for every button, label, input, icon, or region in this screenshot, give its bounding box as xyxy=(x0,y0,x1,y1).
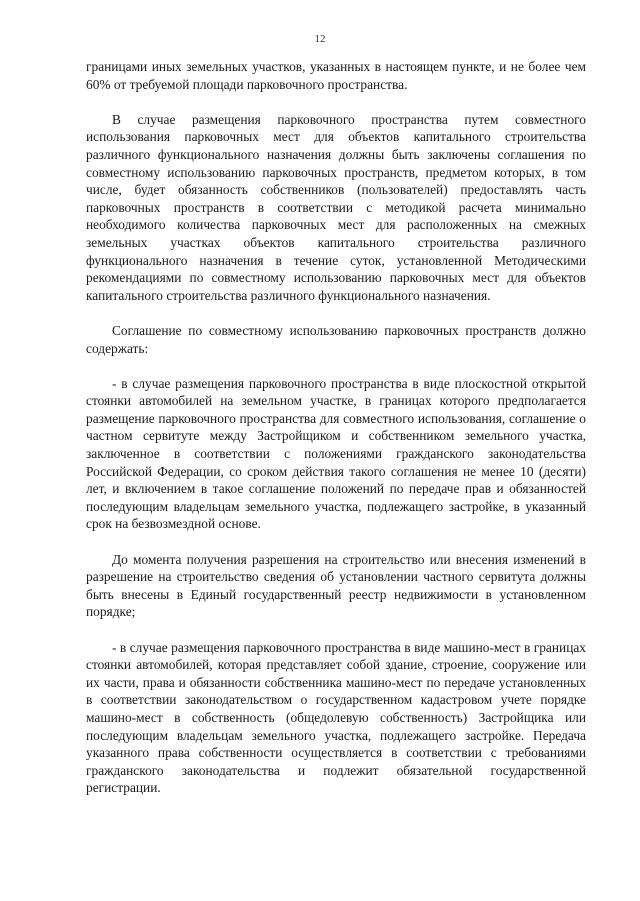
paragraph-agreement-content: Соглашение по совместному использованию парковочных пространств должно содержать: xyxy=(86,322,586,356)
document-body xyxy=(86,58,586,815)
paragraph-shared-parking: В случае размещения парковочного пространства путем совместного использования парковочных мест для объектов капитального строительства различного функционального назначения должны быть заключены соглашения по совместному использованию парковочных пространств, предметом которых, в том числе, будет обязанность собственников (пользователей) предоставлять часть парковочных пространств в соответствии с методикой расчета минимально необходимого количества парковочных мест для расположенных на смежных земельных участках объектов капитального строительства различного функционального назначения в течение суток, установленной Методическими рекомендациями по совместному использованию парковочных мест для объектов капитального строительства различного функционального назначения. xyxy=(86,111,586,303)
paragraph-continuation: границами иных земельных участков, указанных в настоящем пункте, и не более чем 60% от требуемой площади парковочного пространства. xyxy=(86,59,586,92)
paragraph-registry: До момента получения разрешения на строительство или внесения изменений в разрешение на строительство сведения об установлении частного сервитута должны быть внесены в Единый государственный реестр недвижимости в установленном порядке; xyxy=(86,551,586,620)
list-item-open-parking: - в случае размещения парковочного пространства в виде плоскостной открытой стоянки автомобилей на земельном участке, в границах которого предполагается размещение парковочного пространства для совместного использования, соглашение о частном сервитуте между Застройщиком и собственником земельного участка, заключенное в соответствии с положениями гражданского законодательства Российской Федерации, со сроком действия такого соглашения не менее 10 (десяти) лет, и включением в такое соглашение положений по передаче прав и обязанностей последующим владельцам земельного участка, подлежащего застройке, в указанный срок на безвозмездной основе. xyxy=(86,375,586,532)
list-item-parking-spaces: - в случае размещения парковочного пространства в виде машино-мест в границах стоянки автомобилей, которая представляет собой здание, строение, сооружение или их части, права и обязанности собственника машино-мест по передаче установленных в соответствии законодательством о государственном кадастровом учете порядке машино-мест в собственность (общедолевую собственность) Застройщика или последующим владельцам земельного участка, подлежащего застройке. Передача указанного права собственности осуществляется в соответствии с требованиями гражданского законодательства и подлежит обязательной государственной регистрации. xyxy=(86,639,586,796)
page-number: 12 xyxy=(314,33,326,45)
